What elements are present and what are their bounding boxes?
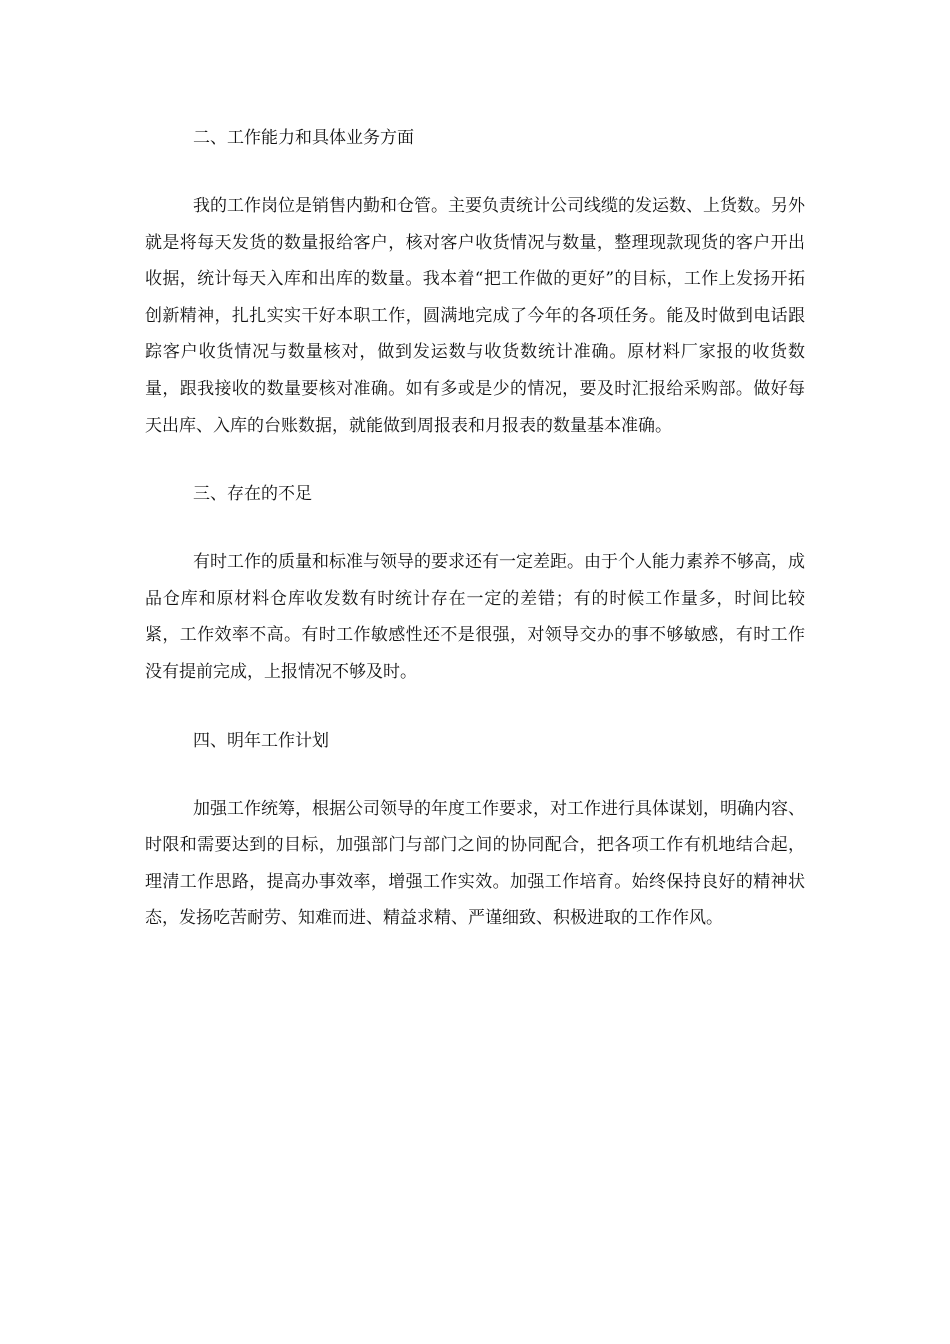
section-heading-next-year-plan: 四、明年工作计划: [193, 730, 329, 751]
paragraph-shortcomings: 有时工作的质量和标准与领导的要求还有一定差距。由于个人能力素养不够高，成品仓库和原材料仓库收发数有时统计存在一定的差错；有的时候工作量多，时间比较紧，工作效率不高。有时工作敏感性还不是很强，对领导交办的事不够敏感，有时工作没有提前完成，上报情况不够及时。: [145, 552, 805, 682]
paragraph-work-ability: 我的工作岗位是销售内勤和仓管。主要负责统计公司线缆的发运数、上货数。另外就是将每天发货的数量报给客户，核对客户收货情况与数量，整理现款现货的客户开出收据，统计每天入库和出库的数量。我本着“把工作做的更好”的目标，工作上发扬开拓创新精神，扎扎实实干好本职工作，圆满地完成了今年的各项任务。能及时做到电话跟踪客户收货情况与数量核对，做到发运数与收货数统计准确。原材料厂家报的收货数量，跟我接收的数量要核对准确。如有多或是少的情况，要及时汇报给采购部。做好每天出库、入库的台账数据，就能做到周报表和月报表的数量基本准确。: [145, 196, 805, 436]
section-heading-work-ability: 二、工作能力和具体业务方面: [193, 128, 414, 148]
section-heading-shortcomings: 三、存在的不足: [193, 484, 312, 505]
paragraph-next-year-plan: 加强工作统筹，根据公司领导的年度工作要求，对工作进行具体谋划，明确内容、时限和需要达到的目标，加强部门与部门之间的协同配合，把各项工作有机地结合起，理清工作思路，提高办事效率，增强工作实效。加强工作培育。始终保持良好的精神状态，发扬吃苦耐劳、知难而进、精益求精、严谨细致、积极进取的工作作风。: [145, 798, 805, 929]
document-page: [145, 118, 805, 937]
